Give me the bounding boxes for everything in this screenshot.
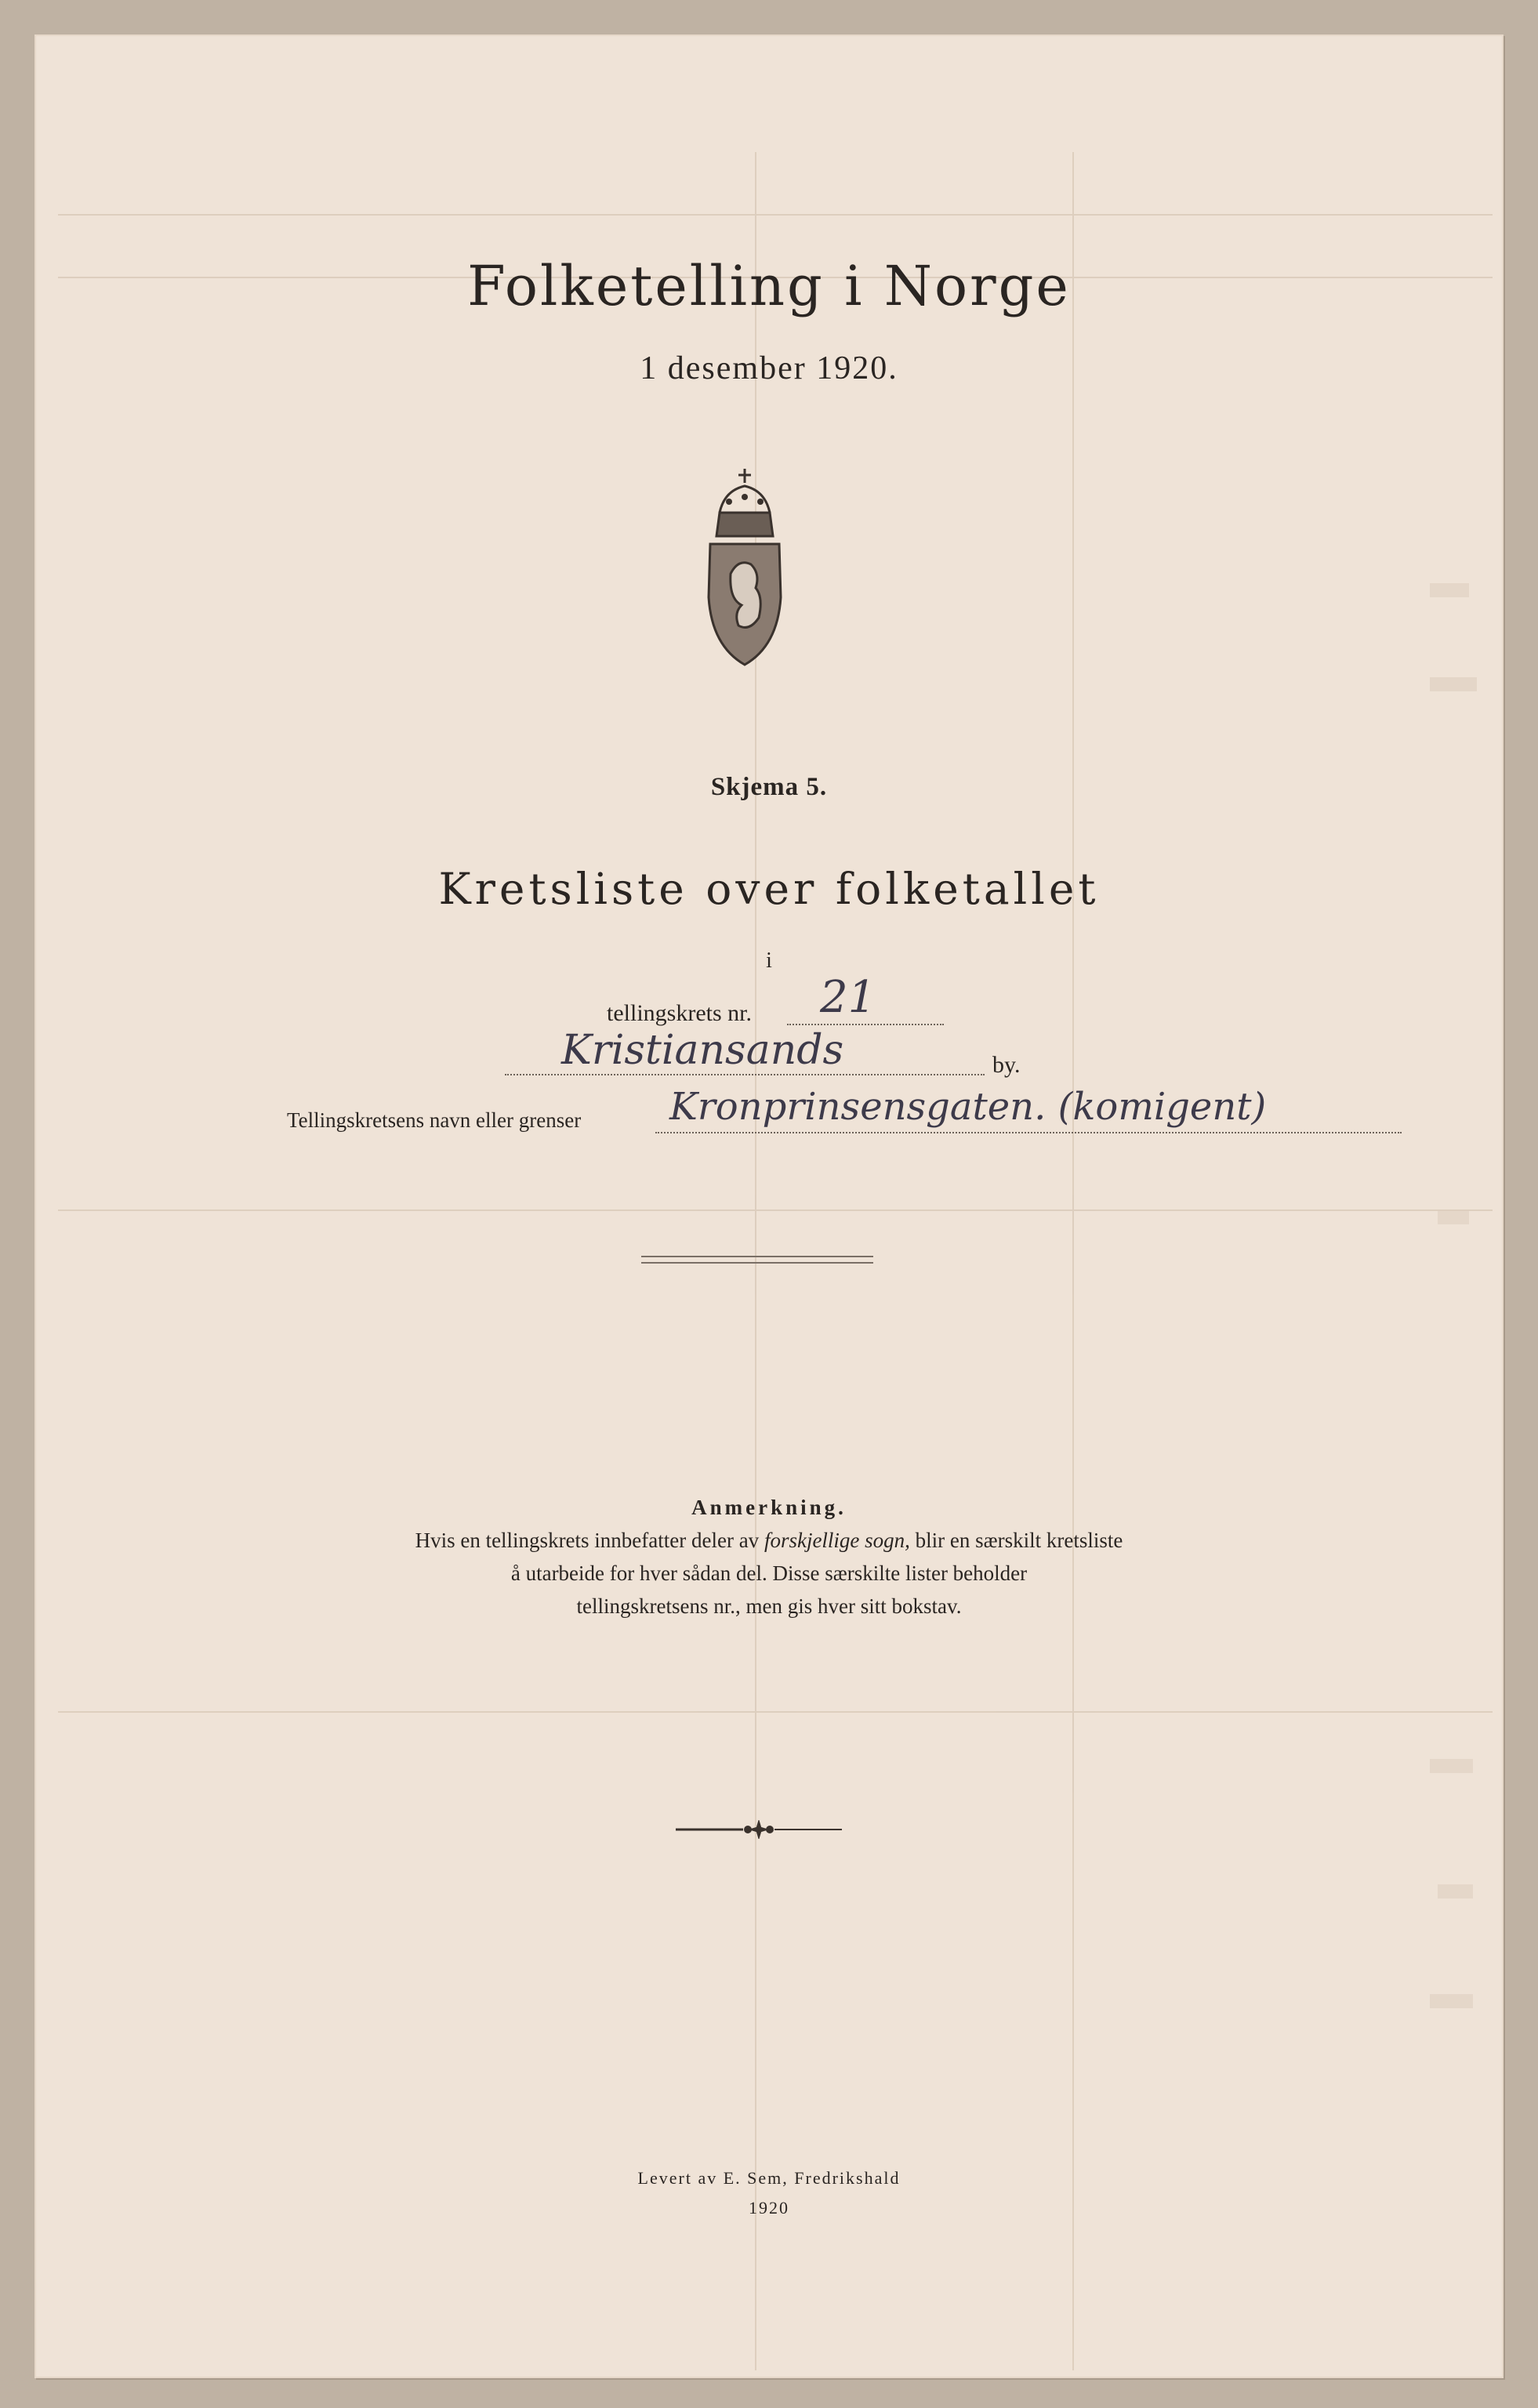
page-title: Folketelling i Norge [467, 254, 1071, 318]
section-divider [641, 1256, 873, 1264]
district-number-label: tellingskrets nr. [607, 1000, 752, 1026]
note-line-1-start: Hvis en tellingskrets innbefatter deler av [415, 1529, 764, 1552]
note-heading: Anmerkning. [691, 1496, 847, 1519]
note-line-3: tellingskretsens nr., men gis hver sitt bokstav. [576, 1594, 962, 1618]
printer-credit: Levert av E. Sem, Fredrikshald [637, 2168, 901, 2188]
note-line-1-end: blir en særskilt kretsliste [909, 1529, 1123, 1552]
note-line-1 [415, 1529, 1123, 1552]
district-number-line [787, 1024, 944, 1025]
census-date: 1 desember 1920. [640, 350, 898, 386]
preposition-i: i [766, 948, 772, 973]
boundaries-value: Kronprinsensgaten. (komigent) [669, 1085, 1267, 1129]
boundaries-line [655, 1132, 1402, 1133]
note-line-2: å utarbeide for hver sådan del. Disse særskilte lister beholder [510, 1561, 1028, 1585]
note-text [34, 1524, 1504, 1623]
town-line [505, 1074, 985, 1075]
form-heading: Kretsliste over folketallet [438, 864, 1100, 914]
norwegian-coat-of-arms-icon [693, 464, 796, 696]
schema-number: Skjema 5. [710, 773, 828, 801]
boundaries-label: Tellingskretsens navn eller grenser [287, 1108, 582, 1132]
town-suffix: by. [992, 1052, 1021, 1078]
census-form-page [34, 34, 1504, 2378]
district-number-value: 21 [820, 972, 876, 1023]
town-value: Kristiansands [561, 1027, 844, 1074]
note-line-1-emphasis: forskjellige sogn, [764, 1529, 910, 1552]
ornament-divider-icon [673, 1820, 845, 1839]
printer-year: 1920 [749, 2198, 789, 2218]
